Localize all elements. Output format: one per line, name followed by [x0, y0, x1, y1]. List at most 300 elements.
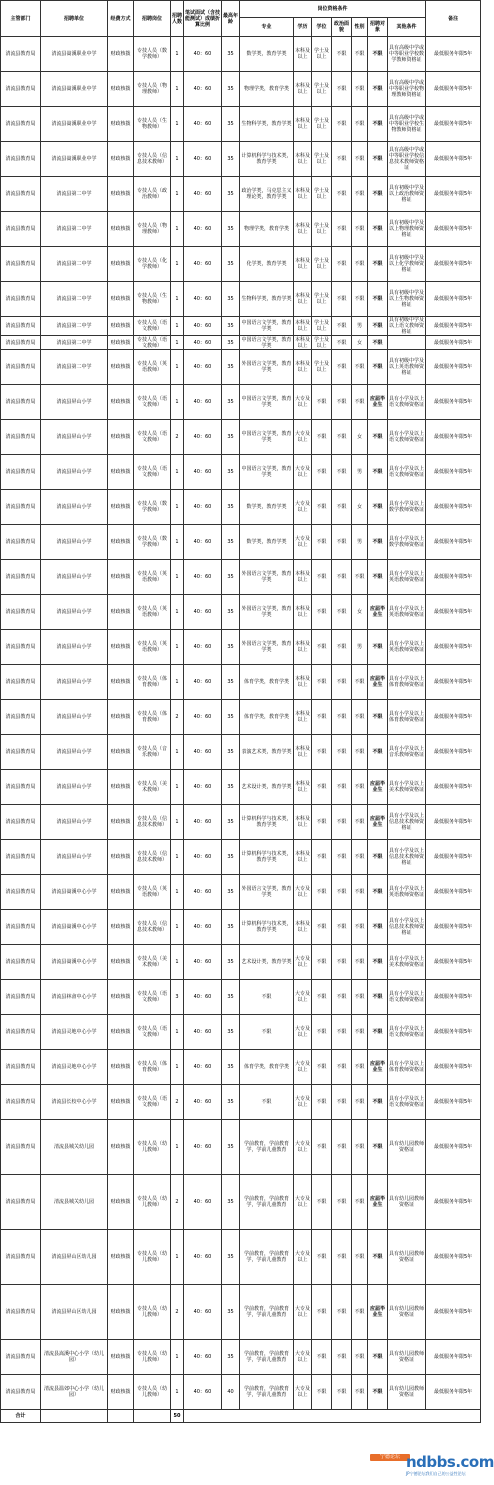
cell-position: 专技人员（语文教师）	[134, 980, 171, 1015]
header-row-1	[1, 1, 481, 18]
cell-edu: 大专及以上	[294, 1050, 312, 1085]
cell-dept: 清流县教育局	[1, 665, 41, 700]
cell-degree: 不限	[312, 420, 332, 455]
cell-political: 不限	[332, 455, 352, 490]
cell-count: 1	[171, 72, 184, 107]
cell-gender: 不限	[352, 910, 368, 945]
cell-position: 专技人员（幼儿教师）	[134, 1120, 171, 1175]
cell-count: 1	[171, 455, 184, 490]
cell-note: 最低服务年限5年	[426, 107, 481, 142]
header-note: 备注	[426, 1, 481, 37]
cell-position: 专技人员（美术教师）	[134, 770, 171, 805]
cell-count: 1	[171, 1015, 184, 1050]
cell-other: 具有初级中学及以上语文教师资格证	[389, 317, 425, 335]
cell-ratio: 40：60	[184, 1050, 222, 1085]
cell-funding: 财政核拨	[108, 336, 134, 350]
cell-target: 不限	[368, 177, 388, 212]
cell-funding: 财政核拨	[108, 945, 134, 980]
cell-gender: 不限	[352, 177, 368, 212]
cell-count: 1	[171, 350, 184, 385]
cell-age: 35	[222, 385, 240, 420]
watermark	[406, 1453, 494, 1481]
cell-edu: 本科及以上	[294, 177, 312, 212]
cell-position: 专技人员（幼儿教师）	[134, 1175, 171, 1230]
cell-note: 最低服务年限5年	[426, 735, 481, 770]
cell-political: 不限	[332, 595, 352, 630]
cell-other: 具有小学及以上语文教师资格证	[388, 980, 426, 1015]
cell-degree: 不限	[312, 1230, 332, 1285]
cell-target: 不限	[368, 1375, 388, 1410]
cell-target: 不限	[368, 37, 388, 72]
cell-count: 1	[171, 177, 184, 212]
cell-note: 最低服务年限5年	[426, 1085, 481, 1120]
cell-dept: 清流县教育局	[1, 282, 41, 317]
cell-dept: 清流县教育局	[1, 212, 41, 247]
cell-gender: 不限	[352, 735, 368, 770]
cell-degree: 学士及以上	[312, 336, 332, 350]
table-row	[1, 665, 481, 700]
cell-funding: 财政核拨	[108, 385, 134, 420]
cell-count: 1	[171, 630, 184, 665]
cell-dept: 清流县教育局	[1, 177, 41, 212]
cell-dept: 清流县教育局	[1, 1340, 41, 1375]
cell-note: 最低服务年限5年	[426, 317, 481, 336]
cell-position: 专技人员（英语教师）	[134, 630, 171, 665]
cell-funding: 财政核拨	[108, 142, 134, 177]
cell-target: 不限	[368, 700, 388, 735]
table-row	[1, 317, 481, 336]
cell-degree: 不限	[312, 770, 332, 805]
cell-degree: 不限	[312, 630, 332, 665]
cell-dept: 清流县教育局	[1, 72, 41, 107]
cell-age: 35	[222, 840, 240, 875]
cell-other: 具有初级中学及以上化学教师资格证	[388, 247, 426, 282]
cell-position: 专技人员（语文教师）	[134, 1085, 171, 1120]
table-row	[1, 212, 481, 247]
cell-political: 不限	[332, 735, 352, 770]
cell-ratio: 40：60	[184, 336, 222, 350]
cell-unit: 清流县屏山小学	[41, 700, 108, 735]
total-empty	[184, 1410, 481, 1423]
cell-degree: 不限	[312, 490, 332, 525]
cell-political: 不限	[332, 1375, 352, 1410]
cell-gender: 不限	[352, 805, 368, 840]
cell-edu: 本科及以上	[294, 630, 312, 665]
cell-funding: 财政核拨	[108, 980, 134, 1015]
table-row	[1, 700, 481, 735]
cell-note: 最低服务年限5年	[426, 142, 481, 177]
cell-gender: 不限	[352, 350, 368, 385]
cell-gender: 男	[352, 630, 368, 665]
cell-gender: 不限	[352, 212, 368, 247]
cell-edu: 大专及以上	[294, 525, 312, 560]
cell-note: 最低服务年限5年	[426, 350, 481, 385]
cell-ratio: 40：60	[184, 142, 222, 177]
cell-target: 不限	[368, 1230, 388, 1285]
cell-count: 1	[171, 1340, 184, 1375]
cell-position: 专技人员（生物教师）	[134, 282, 171, 317]
cell-position: 专技人员（数学教师）	[134, 490, 171, 525]
cell-political: 不限	[332, 770, 352, 805]
cell-position: 专技人员（英语教师）	[134, 595, 171, 630]
total-count: 50	[171, 1410, 184, 1423]
cell-dept: 清流县教育局	[1, 1050, 41, 1085]
cell-dept: 清流县教育局	[1, 630, 41, 665]
cell-target: 应届毕业生	[368, 1050, 388, 1085]
cell-age: 35	[222, 350, 240, 385]
cell-major: 学前教育，学前教育学，学前儿童教育	[240, 1375, 294, 1410]
cell-major: 学前教育，学前教育学，学前儿童教育	[240, 1285, 294, 1340]
cell-other: 具有初级中学及以上生物教师资格证	[388, 282, 426, 317]
cell-edu: 大专及以上	[294, 1085, 312, 1120]
cell-target: 应届毕业生	[368, 805, 388, 840]
table-row	[1, 1230, 481, 1285]
cell-edu: 大专及以上	[294, 1285, 312, 1340]
cell-position: 专技人员（信息技术教师）	[134, 142, 171, 177]
cell-unit: 清流县屏山小学	[41, 840, 108, 875]
watermark-sub: JP宁德论坛我们自己的公益性论坛	[406, 1471, 466, 1476]
cell-edu: 本科及以上	[295, 336, 311, 349]
cell-note: 最低服务年限5年	[426, 212, 481, 247]
cell-note: 最低服务年限5年	[426, 72, 481, 107]
cell-target: 不限	[368, 875, 388, 910]
cell-funding: 财政核拨	[108, 72, 134, 107]
table-row	[1, 107, 481, 142]
cell-age: 35	[222, 317, 240, 336]
cell-age: 35	[222, 945, 240, 980]
cell-target: 不限	[368, 525, 388, 560]
cell-unit: 清流县第二中学	[41, 177, 108, 212]
cell-position: 专技人员（物理教师）	[134, 212, 171, 247]
cell-position: 专技人员（美术教师）	[134, 945, 171, 980]
cell-political: 不限	[332, 317, 352, 336]
table-row	[1, 980, 481, 1015]
cell-position: 专技人员（语文教师）	[134, 317, 171, 336]
cell-funding: 财政核拨	[108, 420, 134, 455]
cell-political: 不限	[332, 336, 352, 350]
cell-count: 1	[171, 1375, 184, 1410]
cell-unit: 清流县嵩溪中心小学（幼儿园）	[41, 1340, 108, 1375]
cell-edu: 本科及以上	[294, 317, 312, 336]
cell-degree: 不限	[312, 700, 332, 735]
cell-target: 不限	[368, 560, 388, 595]
cell-other: 具有小学及以上英语教师资格证	[388, 595, 426, 630]
cell-political: 不限	[332, 37, 352, 72]
cell-major: 体育学类，教育学类	[240, 665, 294, 700]
cell-note: 最低服务年限5年	[426, 1015, 481, 1050]
cell-other: 具有高级中学或中等职业学校信息技术教师资格证	[388, 142, 426, 177]
cell-gender: 不限	[352, 1285, 368, 1340]
cell-degree: 不限	[312, 840, 332, 875]
cell-gender: 不限	[352, 980, 368, 1015]
cell-ratio: 40：60	[184, 560, 222, 595]
cell-note: 最低服务年限5年	[426, 455, 481, 490]
header-political: 政治面貌	[332, 18, 352, 37]
cell-unit: 清流县屏山小学	[41, 735, 108, 770]
cell-edu: 大专及以上	[294, 875, 312, 910]
cell-target: 不限	[368, 1120, 388, 1175]
header-degree: 学位	[312, 18, 332, 37]
cell-ratio: 40：60	[184, 875, 222, 910]
cell-gender: 男	[352, 525, 368, 560]
cell-ratio: 40：60	[184, 107, 222, 142]
cell-unit: 清流县林畲中心小学	[41, 980, 108, 1015]
cell-other: 具有小学及以上语文教师资格证	[388, 1015, 426, 1050]
cell-count: 1	[171, 945, 184, 980]
cell-funding: 财政核拨	[108, 1285, 134, 1340]
cell-dept: 清流县教育局	[1, 980, 41, 1015]
cell-edu: 大专及以上	[294, 420, 312, 455]
cell-funding: 财政核拨	[108, 317, 134, 336]
cell-unit: 清流县城关幼儿园	[41, 1175, 108, 1230]
cell-political: 不限	[332, 700, 352, 735]
cell-major: 物理学类，教育学类	[240, 212, 294, 247]
cell-edu: 本科及以上	[294, 107, 312, 142]
cell-dept: 清流县教育局	[1, 336, 41, 350]
cell-note: 最低服务年限5年	[426, 875, 481, 910]
cell-funding: 财政核拨	[108, 177, 134, 212]
cell-other: 具有初级中学及以上物理教师资格证	[388, 212, 426, 247]
cell-note: 最低服务年限5年	[426, 282, 481, 317]
total-empty	[41, 1410, 108, 1423]
cell-political: 不限	[332, 560, 352, 595]
cell-edu: 大专及以上	[294, 1375, 312, 1410]
cell-other: 具有小学及以上体育教师资格证	[388, 665, 426, 700]
cell-other	[388, 336, 426, 350]
table-row	[1, 805, 481, 840]
cell-ratio: 40：60	[184, 770, 222, 805]
cell-degree: 学士及以上	[312, 107, 332, 142]
cell-position: 专技人员（语文教师）	[134, 420, 171, 455]
cell-edu: 本科及以上	[294, 560, 312, 595]
cell-funding: 财政核拨	[108, 455, 134, 490]
cell-position: 专技人员（信息技术教师）	[134, 840, 171, 875]
table-row	[1, 72, 481, 107]
table-row	[1, 1050, 481, 1085]
cell-ratio: 40：60	[184, 385, 222, 420]
cell-position: 专技人员（体育教师）	[134, 665, 171, 700]
cell-position: 专技人员（语文教师）	[134, 336, 171, 350]
cell-target: 不限	[368, 630, 388, 665]
cell-other: 具有高级中学或中等职业学校生物教师资格证	[388, 107, 426, 142]
cell-age: 35	[222, 177, 240, 212]
cell-age: 35	[222, 525, 240, 560]
cell-edu: 本科及以上	[294, 770, 312, 805]
cell-target: 不限	[368, 107, 388, 142]
cell-funding: 财政核拨	[108, 910, 134, 945]
table-row	[1, 142, 481, 177]
cell-ratio: 40：60	[184, 350, 222, 385]
cell-unit: 清流县屏山小学	[41, 630, 108, 665]
cell-edu: 本科及以上	[294, 805, 312, 840]
cell-gender: 不限	[352, 1015, 368, 1050]
cell-unit: 清流县屏山小学	[41, 595, 108, 630]
table-row	[1, 247, 481, 282]
cell-edu: 本科及以上	[294, 840, 312, 875]
table-row	[1, 420, 481, 455]
cell-other: 具有小学及以上体育教师资格证	[388, 700, 426, 735]
cell-note: 最低服务年限5年	[426, 1050, 481, 1085]
cell-ratio: 40：60	[184, 317, 222, 336]
cell-funding: 财政核拨	[108, 350, 134, 385]
cell-position: 专技人员（物理教师）	[134, 72, 171, 107]
table-row	[1, 455, 481, 490]
cell-target: 不限	[368, 282, 388, 317]
cell-unit: 清流县屏山小学	[41, 525, 108, 560]
cell-count: 1	[171, 1120, 184, 1175]
cell-other: 具有小学及以上语文教师资格证	[388, 385, 426, 420]
cell-funding: 财政核拨	[108, 525, 134, 560]
cell-count: 1	[171, 1050, 184, 1085]
cell-target: 应届毕业生	[368, 595, 388, 630]
cell-major: 体育学类，教育学类	[240, 1050, 294, 1085]
cell-political: 不限	[332, 805, 352, 840]
cell-other: 具有初级中学及以上英语教师资格证	[388, 350, 426, 385]
cell-major: 中国语言文学类，教育学类	[240, 317, 294, 336]
cell-degree: 不限	[312, 595, 332, 630]
cell-ratio: 40：60	[184, 630, 222, 665]
cell-position: 专技人员（信息技术教师）	[134, 805, 171, 840]
cell-target: 不限	[368, 336, 388, 350]
cell-target: 不限	[368, 142, 388, 177]
cell-note: 最低服务年限5年	[426, 177, 481, 212]
cell-ratio: 40：60	[184, 1120, 222, 1175]
cell-unit: 清流县第二中学	[41, 282, 108, 317]
cell-degree: 不限	[312, 805, 332, 840]
cell-count: 2	[171, 700, 184, 735]
cell-gender: 不限	[352, 665, 368, 700]
cell-age: 35	[222, 630, 240, 665]
cell-target: 不限	[368, 247, 388, 282]
cell-unit: 清流县屏山区幼儿园	[41, 1230, 108, 1285]
cell-other: 具有小学及以上信息技术教师资格证	[388, 840, 426, 875]
table-row	[1, 1340, 481, 1375]
cell-ratio: 40：60	[184, 840, 222, 875]
cell-major: 外国语言文学类，教育学类	[240, 630, 294, 665]
cell-count: 1	[171, 37, 184, 72]
cell-other: 具有小学及以上英语教师资格证	[388, 630, 426, 665]
cell-count: 1	[171, 595, 184, 630]
cell-note: 最低服务年限5年	[426, 420, 481, 455]
cell-unit: 清流县嵩溪职业中学	[41, 107, 108, 142]
header-major: 专业	[240, 18, 294, 37]
cell-age: 35	[222, 142, 240, 177]
cell-count: 1	[171, 336, 184, 350]
cell-position: 专技人员（语文教师）	[134, 455, 171, 490]
cell-political: 不限	[332, 1085, 352, 1120]
cell-major: 不限	[240, 1015, 294, 1050]
cell-degree: 学士及以上	[312, 177, 332, 212]
cell-gender: 不限	[352, 282, 368, 317]
cell-political: 不限	[332, 665, 352, 700]
cell-unit: 清流县屏山小学	[41, 560, 108, 595]
cell-dept: 清流县教育局	[1, 1120, 41, 1175]
cell-position: 专技人员（幼儿教师）	[134, 1230, 171, 1285]
cell-degree: 不限	[312, 1285, 332, 1340]
header-age: 最高年龄	[222, 1, 240, 37]
cell-degree: 学士及以上	[312, 317, 332, 336]
cell-position: 专技人员（体育教师）	[134, 700, 171, 735]
cell-count: 1	[171, 490, 184, 525]
cell-ratio: 40：60	[184, 72, 222, 107]
cell-ratio: 40：60	[184, 525, 222, 560]
cell-note: 最低服务年限5年	[426, 770, 481, 805]
cell-gender: 不限	[352, 1050, 368, 1085]
cell-age: 35	[222, 1340, 240, 1375]
cell-note: 最低服务年限5年	[426, 1285, 481, 1340]
header-dept: 主管部门	[1, 1, 41, 37]
cell-other: 具有高级中学或中等职业学校物理教师资格证	[388, 72, 426, 107]
cell-dept: 清流县教育局	[1, 1175, 41, 1230]
cell-gender: 女	[352, 490, 368, 525]
cell-funding: 财政核拨	[108, 37, 134, 72]
cell-political: 不限	[332, 980, 352, 1015]
cell-degree: 不限	[312, 1050, 332, 1085]
cell-dept: 清流县教育局	[1, 595, 41, 630]
cell-dept: 清流县教育局	[1, 317, 41, 336]
cell-major: 外国语言文学类，教育学类	[240, 595, 294, 630]
cell-funding: 财政核拨	[108, 1050, 134, 1085]
table-row	[1, 525, 481, 560]
cell-target: 不限	[368, 840, 388, 875]
cell-ratio: 40：60	[184, 1085, 222, 1120]
cell-political: 不限	[332, 875, 352, 910]
cell-edu: 大专及以上	[294, 980, 312, 1015]
cell-target: 应届毕业生	[368, 665, 388, 700]
cell-political: 不限	[332, 177, 352, 212]
cell-unit: 清流县灵地中心小学	[41, 1050, 108, 1085]
cell-gender: 不限	[352, 37, 368, 72]
table-row	[1, 1120, 481, 1175]
cell-note: 最低服务年限5年	[426, 630, 481, 665]
cell-dept: 清流县教育局	[1, 350, 41, 385]
cell-edu: 大专及以上	[294, 490, 312, 525]
cell-ratio: 40：60	[184, 1015, 222, 1050]
cell-count: 1	[171, 212, 184, 247]
cell-unit: 清流县屏山小学	[41, 420, 108, 455]
cell-degree: 不限	[312, 1175, 332, 1230]
cell-age: 35	[222, 1175, 240, 1230]
cell-dept: 清流县教育局	[1, 735, 41, 770]
cell-unit: 清流县灵地中心小学	[41, 1015, 108, 1050]
table-row	[1, 875, 481, 910]
cell-ratio: 40：60	[184, 945, 222, 980]
cell-gender: 不限	[352, 72, 368, 107]
cell-count: 1	[171, 1230, 184, 1285]
cell-ratio: 40：60	[184, 595, 222, 630]
cell-gender: 不限	[352, 945, 368, 980]
cell-dept: 清流县教育局	[1, 385, 41, 420]
cell-age: 35	[222, 212, 240, 247]
cell-unit: 清流县屏山小学	[41, 805, 108, 840]
header-position: 招聘岗位	[134, 1, 171, 37]
cell-dept: 清流县教育局	[1, 910, 41, 945]
cell-other: 具有小学及以上语文教师资格证	[388, 420, 426, 455]
cell-funding: 财政核拨	[108, 212, 134, 247]
cell-other: 具有小学及以上数学教师资格证	[388, 490, 426, 525]
table-row	[1, 336, 481, 350]
cell-degree: 学士及以上	[312, 282, 332, 317]
cell-count: 1	[171, 525, 184, 560]
cell-degree: 不限	[312, 525, 332, 560]
header-target: 招聘对象	[368, 18, 388, 37]
cell-position: 专技人员（幼儿教师）	[134, 1285, 171, 1340]
cell-age: 35	[222, 735, 240, 770]
cell-ratio: 40：60	[184, 700, 222, 735]
cell-note: 最低服务年限5年	[426, 1230, 481, 1285]
cell-age: 35	[222, 1050, 240, 1085]
cell-major: 艺术设计类，教育学类	[240, 770, 294, 805]
